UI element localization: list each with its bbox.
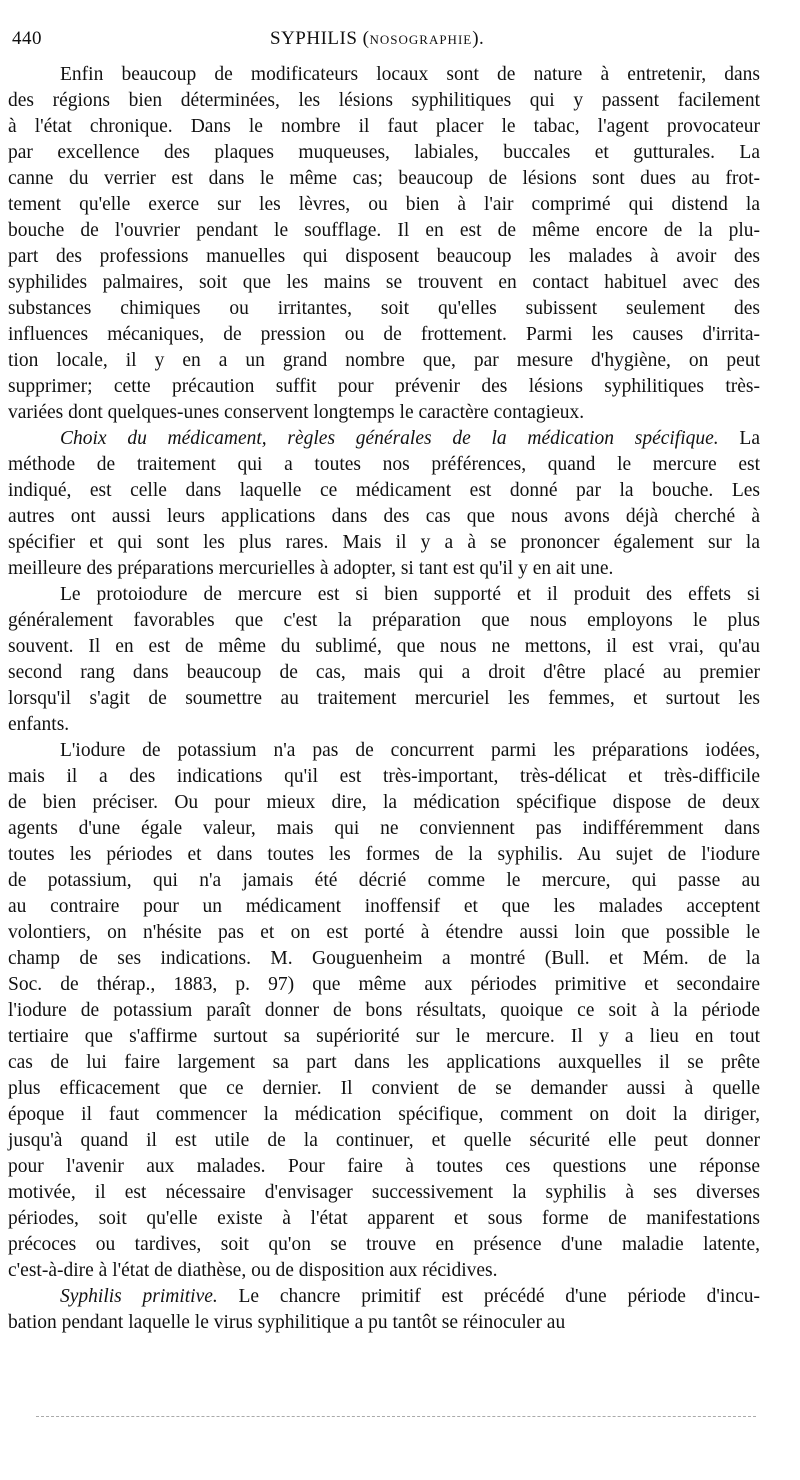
text-line: influences mécaniques, de pression ou de frottement. Parmi les causes d'irrita- bbox=[8, 324, 760, 345]
running-head bbox=[0, 28, 800, 58]
text-line: autres ont aussi leurs applications dans des cas que nous avons déjà cherché à bbox=[8, 506, 760, 527]
text-line: bouche de l'ouvrier pendant le soufflage. Il en est de même encore de la plu- bbox=[8, 220, 760, 241]
running-title-close: ). bbox=[472, 28, 485, 49]
text-line: généralement favorables que c'est la préparation que nous employons le plus bbox=[8, 610, 760, 631]
text-line: agents d'une égale valeur, mais qui ne conviennent pas indifféremment dans bbox=[8, 818, 760, 839]
text-line: cas de lui faire largement sa part dans les applications auxquelles il se prête bbox=[8, 1052, 760, 1073]
page-number: 440 bbox=[12, 28, 42, 49]
text-line: plus efficacement que ce dernier. Il convient de se demander aussi à quelle bbox=[8, 1078, 760, 1099]
text-line: bation pendant laquelle le virus syphilitique a pu tantôt se réinoculer au bbox=[8, 1312, 566, 1333]
text-line: souvent. Il en est de même du sublimé, que nous ne mettons, il est vrai, qu'au bbox=[8, 636, 760, 657]
text-run: Le chancre primitif est précédé d'une période d'incu- bbox=[217, 1286, 760, 1307]
running-title-subtitle: NOSOGRAPHIE bbox=[369, 32, 473, 47]
text-line: canne du verrier est dans le même cas; beaucoup de lésions sont dues au frot- bbox=[8, 168, 760, 189]
italic-heading: Choix du médicament, règles générales de la médication spécifique. bbox=[60, 428, 719, 449]
text-line: indiqué, est celle dans laquelle ce médicament est donné par la bouche. Les bbox=[8, 480, 760, 501]
paragraph bbox=[8, 62, 760, 426]
text-line: à l'état chronique. Dans le nombre il faut placer le tabac, l'agent provocateur bbox=[8, 116, 760, 137]
text-line: enfants. bbox=[8, 714, 70, 735]
text-line: toutes les périodes et dans toutes les formes de la syphilis. Au sujet de l'iodure bbox=[8, 844, 760, 865]
text-line: motivée, il est nécessaire d'envisager successivement la syphilis à ses diverses bbox=[8, 1182, 760, 1203]
text-line: spécifier et qui sont les plus rares. Mais il y a à se prononcer également sur la bbox=[8, 532, 760, 553]
text-line: méthode de traitement qui a toutes nos préférences, quand le mercure est bbox=[8, 454, 760, 475]
text-line bbox=[60, 1284, 760, 1310]
text-line: variées dont quelques-unes conservent longtemps le caractère contagieux. bbox=[8, 402, 585, 423]
text-line: pour l'avenir aux malades. Pour faire à toutes ces questions une réponse bbox=[8, 1156, 760, 1177]
text-line: Soc. de thérap., 1883, p. 97) que même aux périodes primitive et secondaire bbox=[8, 974, 760, 995]
text-line: des régions bien déterminées, les lésions syphilitiques qui y passent facilement bbox=[8, 90, 760, 111]
body-text bbox=[8, 62, 760, 1336]
text-line: époque il faut commencer la médication spécifique, comment on doit la diriger, bbox=[8, 1104, 760, 1125]
text-line: champ de ses indications. M. Gouguenheim a montré (Bull. et Mém. de la bbox=[8, 948, 760, 969]
text-line: syphilides palmaires, soit que les mains se trouvent en contact habituel avec des bbox=[8, 272, 760, 293]
bottom-rule bbox=[36, 1416, 756, 1417]
text-line: volontiers, on n'hésite pas et on est porté à étendre aussi loin que possible le bbox=[8, 922, 760, 943]
text-line: tion locale, il y en a un grand nombre que, par mesure d'hygiène, on peut bbox=[8, 350, 760, 371]
text-line: lorsqu'il s'agit de soumettre au traitement mercuriel les femmes, et surtout les bbox=[8, 688, 760, 709]
running-title bbox=[270, 28, 484, 50]
text-line: au contraire pour un médicament inoffensif et que les malades acceptent bbox=[8, 896, 760, 917]
text-line: Le protoiodure de mercure est si bien supporté et il produit des effets si bbox=[60, 584, 760, 605]
text-line: part des professions manuelles qui disposent beaucoup les malades à avoir des bbox=[8, 246, 760, 267]
paragraph bbox=[8, 582, 760, 738]
text-line bbox=[60, 426, 760, 452]
text-line: substances chimiques ou irritantes, soit qu'elles subissent seulement des bbox=[8, 298, 760, 319]
text-run: La bbox=[718, 428, 760, 449]
text-line: précoces ou tardives, soit qu'on se trouve en présence d'une maladie latente, bbox=[8, 1234, 760, 1255]
italic-heading: Syphilis primitive. bbox=[60, 1286, 218, 1307]
paragraph bbox=[8, 1284, 760, 1336]
text-line: l'iodure de potassium paraît donner de bons résultats, quoique ce soit à la période bbox=[8, 1000, 760, 1021]
text-line: meilleure des préparations mercurielles à adopter, si tant est qu'il y en ait une. bbox=[8, 558, 614, 579]
paragraph bbox=[8, 426, 760, 582]
text-line: de potassium, qui n'a jamais été décrié comme le mercure, qui passe au bbox=[8, 870, 760, 891]
text-line: jusqu'à quand il est utile de la continuer, et quelle sécurité elle peut donner bbox=[8, 1130, 760, 1151]
running-title-main: SYPHILIS ( bbox=[270, 28, 370, 49]
text-line: L'iodure de potassium n'a pas de concurrent parmi les préparations iodées, bbox=[60, 740, 760, 761]
text-line: mais il a des indications qu'il est très-important, très-délicat et très-difficile bbox=[8, 766, 760, 787]
text-line: Enfin beaucoup de modificateurs locaux sont de nature à entretenir, dans bbox=[60, 64, 760, 85]
paragraph bbox=[8, 738, 760, 1284]
text-line: tertiaire que s'affirme surtout sa supériorité sur le mercure. Il y a lieu en tout bbox=[8, 1026, 760, 1047]
text-line: par excellence des plaques muqueuses, labiales, buccales et gutturales. La bbox=[8, 142, 760, 163]
text-line: périodes, soit qu'elle existe à l'état apparent et sous forme de manifestations bbox=[8, 1208, 760, 1229]
text-line: tement qu'elle exerce sur les lèvres, ou bien à l'air comprimé qui distend la bbox=[8, 194, 760, 215]
text-line: supprimer; cette précaution suffit pour prévenir des lésions syphilitiques très- bbox=[8, 376, 760, 397]
text-line: second rang dans beaucoup de cas, mais qui a droit d'être placé au premier bbox=[8, 662, 760, 683]
text-line: c'est-à-dire à l'état de diathèse, ou de disposition aux récidives. bbox=[8, 1260, 498, 1281]
text-line: de bien préciser. Ou pour mieux dire, la médication spécifique dispose de deux bbox=[8, 792, 760, 813]
